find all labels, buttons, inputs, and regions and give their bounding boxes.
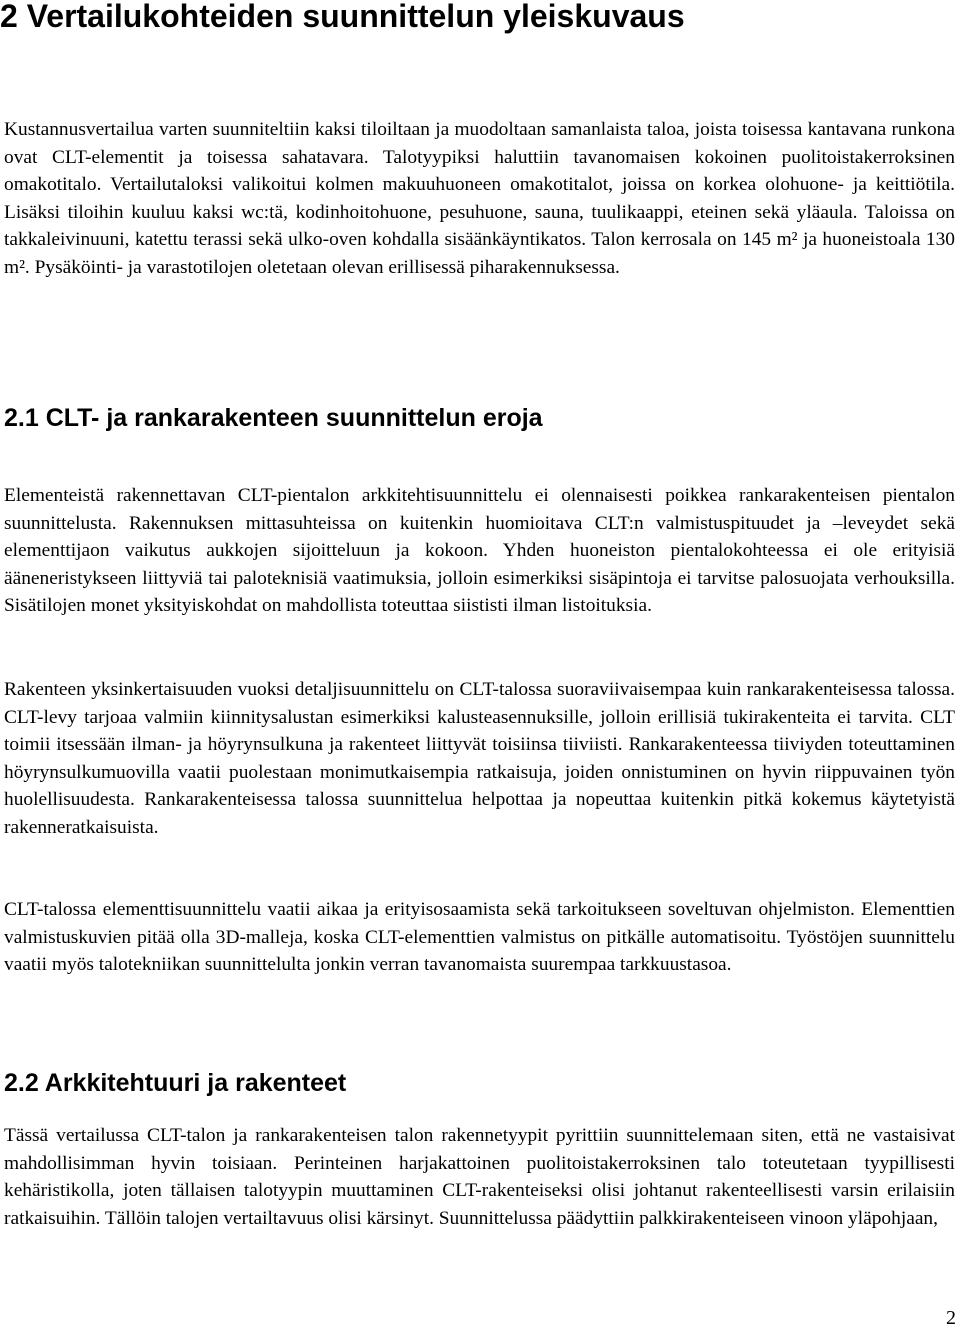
section-2-1-paragraph-3: CLT-talossa elementtisuunnittelu vaatii aikaa ja erityisosaamista sekä tarkoitukseen soveltuvan ohjelmiston. Elementtien valmistuskuvien pitää olla 3D-malleja, koska CLT-elementtien valmistus on pitkälle automatisoitu. Työstöjen suunnittelu vaatii myös talotekniikan suunnittelulta jonkin verran tavanomaista suurempaa tarkkuustasoa. <box>4 899 955 976</box>
section-heading-2-2: 2.2 Arkkitehtuuri ja rakenteet <box>4 1069 347 1097</box>
section-2-2-paragraph-1: Tässä vertailussa CLT-talon ja rankarakenteisen talon rakennetyypit pyrittiin suunnittelemaan siten, että ne vastaisivat mahdollisimman hyvin toisiaan. Perinteinen harjakattoinen puolitoistakerroksinen talo toteutetaan tyypillisesti kehäristikolla, joten tällaisen talotyypin muuttaminen CLT-rakenteiseksi olisi johtanut rakenteellisesti varsin erilaisiin ratkaisuihin. Tällöin talojen vertailtavuus olisi kärsinyt. Suunnittelussa päädyttiin palkkirakenteiseen vinoon yläpohjaan, <box>4 1125 955 1229</box>
intro-paragraph: Kustannusvertailua varten suunniteltiin kaksi tiloiltaan ja muodoltaan samanlaista taloa, joista toisessa kantavana runkona ovat CLT-elementit ja toisessa sahatavara. Talotyypiksi haluttiin tavanomaisen kokoinen puolitoistakerroksinen omakotitalo. Vertailutaloksi valikoitui kolmen makuuhuoneen omakotitalot, joissa on korkea olohuone- ja keittiötila. Lisäksi tiloihin kuuluu kaksi wc:tä, kodinhoitohuone, pesuhuone, sauna, tuulikaappi, eteinen sekä yläaula. Taloissa on takkaleivinuuni, katettu terassi sekä ulko-oven kohdalla sisäänkäyntikatos. Talon kerrosala on 145 m² ja huoneistoala 130 m². Pysäköinti- ja varastotilojen oletetaan olevan erillisessä piharakennuksessa. <box>4 119 955 278</box>
section-heading-2-1: 2.1 CLT- ja rankarakenteen suunnittelun eroja <box>4 404 543 432</box>
page-number: 2 <box>946 1307 956 1329</box>
page-title: 2 Vertailukohteiden suunnittelun yleiskuvaus <box>0 0 685 34</box>
section-2-1-paragraph-1: Elementeistä rakennettavan CLT-pientalon arkkitehtisuunnittelu ei olennaisesti poikkea rankarakenteisen pientalon suunnittelusta. Rakennuksen mittasuhteissa on kuitenkin huomioitava CLT:n valmistuspituudet ja –leveydet sekä elementtijaon vaikutus aukkojen sijoitteluun ja kokoon. Yhden huoneiston pientalokohteessa ei ole erityisiä ääneneristykseen liittyviä tai paloteknisiä vaatimuksia, jolloin esimerkiksi sisäpintoja ei tarvitse palosuojata verhouksilla. Sisätilojen monet yksityiskohdat on mahdollista toteuttaa siististi ilman listoituksia. <box>4 485 955 617</box>
section-2-1-paragraph-2: Rakenteen yksinkertaisuuden vuoksi detaljisuunnittelu on CLT-talossa suoraviivaisempaa kuin rankarakenteisessa talossa. CLT-levy tarjoaa valmiin kiinnitysalustan esimerkiksi kalusteasennuksille, jolloin erillisiä tukirakenteita ei tarvita. CLT toimii itsessään ilman- ja höyrynsulkuna ja rakenteet liittyvät toisiinsa tiiviisti. Rankarakenteessa tiiviyden toteuttaminen höyrynsulkumuovilla vaatii puolestaan monimutkaisempia ratkaisuja, joiden onnistuminen on hyvin riippuvainen työn huolellisuudesta. Rankarakenteisessa talossa suunnittelua helpottaa ja nopeuttaa kuitenkin pitkä kokemus käytetyistä rakenneratkaisuista. <box>4 679 955 838</box>
